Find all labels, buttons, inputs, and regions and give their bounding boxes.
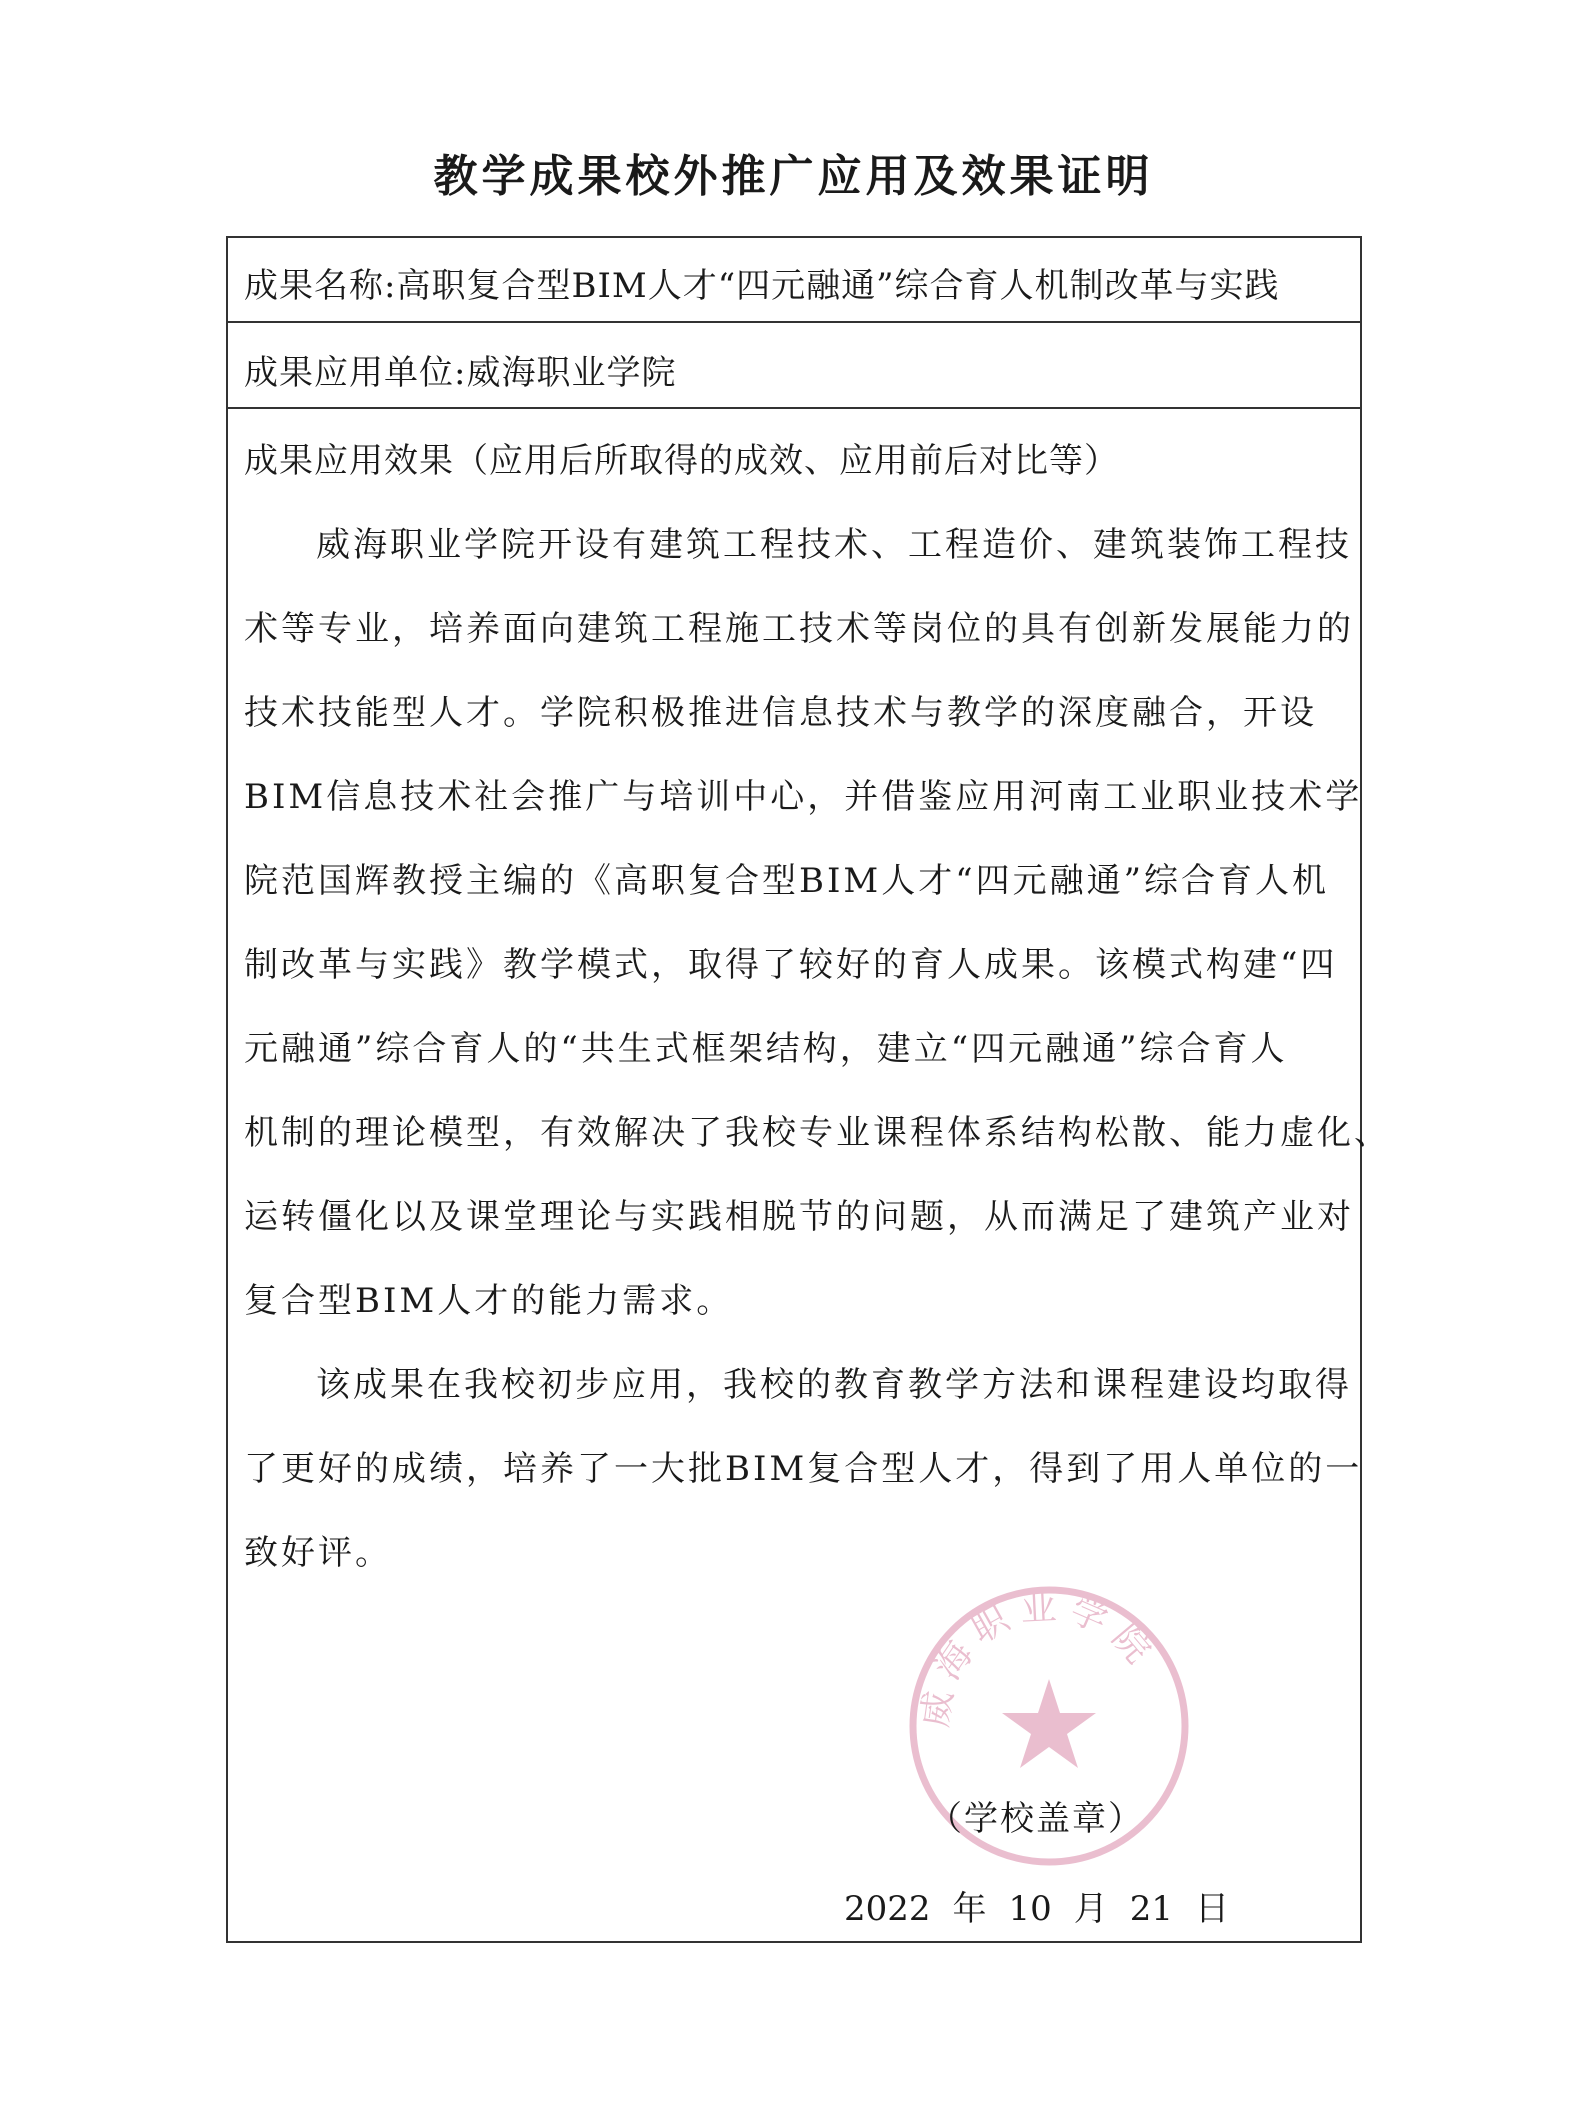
paragraph-line: 技术技能型人才。学院积极推进信息技术与教学的深度融合，开设 <box>244 693 1317 733</box>
application-unit-row <box>228 323 1360 409</box>
paragraph-line: 院范国辉教授主编的《高职复合型BIM人才“四元融通”综合育人机 <box>244 861 1329 901</box>
date-line <box>844 1881 1251 1930</box>
paragraph-line: 机制的理论模型，有效解决了我校专业课程体系结构松散、能力虚化、 <box>244 1113 1391 1153</box>
paragraph-line: 了更好的成绩，培养了一大批BIM复合型人才，得到了用人单位的一 <box>244 1449 1363 1489</box>
seal-text: 威海职业学院 <box>915 1586 1165 1730</box>
application-unit-label: 成果应用单位: <box>244 353 467 393</box>
paragraph-line: BIM信息技术社会推广与培训中心，并借鉴应用河南工业职业技术学 <box>244 777 1363 817</box>
seal-star-icon <box>1002 1679 1096 1768</box>
application-unit-cell <box>244 345 676 394</box>
paragraph-line: 该成果在我校初步应用，我校的教育教学方法和课程建设均取得 <box>316 1365 1352 1405</box>
date-month: 10 <box>1008 1889 1052 1929</box>
effect-heading: 成果应用效果（应用后所取得的成效、应用前后对比等） <box>244 441 1119 481</box>
certificate-table <box>226 236 1391 1943</box>
date-day-unit: 日 <box>1195 1889 1230 1929</box>
paragraph-line: 复合型BIM人才的能力需求。 <box>244 1281 734 1321</box>
paragraph-line: 元融通”综合育人的“共生式框架结构，建立“四元融通”综合育人 <box>244 1029 1288 1069</box>
achievement-name-label: 成果名称: <box>244 266 397 306</box>
date-year: 2022 <box>844 1889 931 1929</box>
page-title: 教学成果校外推广应用及效果证明 <box>433 151 1154 202</box>
paragraph-line: 制改革与实践》教学模式，取得了较好的育人成果。该模式构建“四 <box>244 945 1338 985</box>
achievement-name-cell <box>244 258 1279 307</box>
achievement-name-value: 高职复合型BIM人才“四元融通”综合育人机制改革与实践 <box>396 266 1280 306</box>
seal-label: （学校盖章） <box>928 1799 1144 1839</box>
application-effect-section <box>228 409 1391 1943</box>
date-month-unit: 月 <box>1073 1889 1108 1929</box>
date-day: 21 <box>1129 1889 1174 1929</box>
date-year-unit: 年 <box>952 1889 987 1929</box>
application-unit-value: 威海职业学院 <box>466 353 677 393</box>
paragraph-line: 运转僵化以及课堂理论与实践相脱节的问题，从而满足了建筑产业对 <box>244 1197 1354 1237</box>
achievement-name-row <box>228 238 1360 323</box>
paragraph-line: 致好评。 <box>244 1533 392 1573</box>
paragraph-line: 术等专业，培养面向建筑工程施工技术等岗位的具有创新发展能力的 <box>244 609 1354 649</box>
paragraph-line: 威海职业学院开设有建筑工程技术、工程造价、建筑装饰工程技 <box>316 525 1352 565</box>
